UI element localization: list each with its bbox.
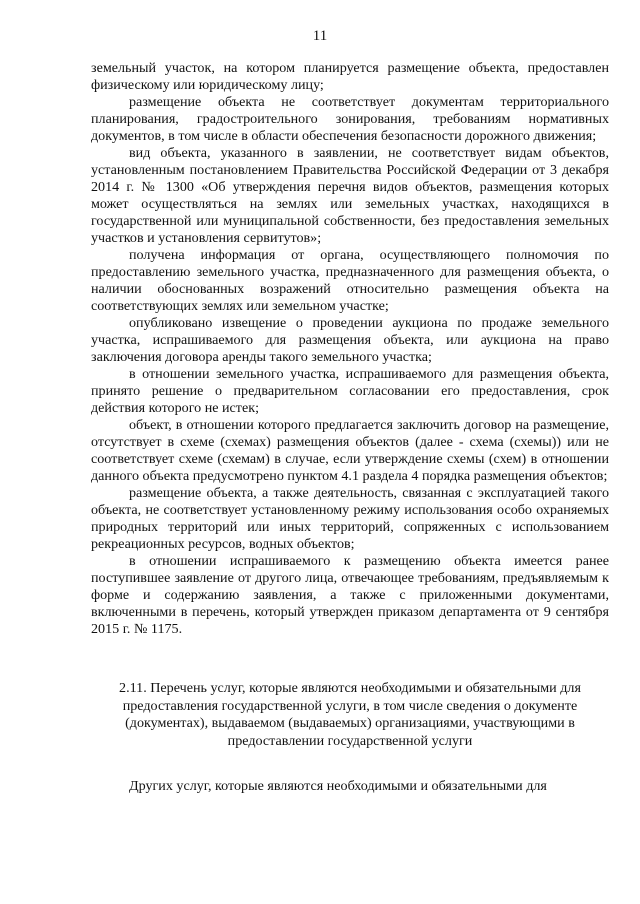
- paragraph-1: земельный участок, на котором планируется размещение объекта, предоставлен физическому или юридическому лицу;: [91, 60, 609, 93]
- section-heading: 2.11. Перечень услуг, которые являются необходимыми и обязательными для предоставления государственной услуги, в том числе сведения о документе (документах), выдаваемом (выдаваемых) организациями, участвующими в предоставлении государственной услуги: [119, 680, 581, 749]
- paragraph-7: объект, в отношении которого предлагается заключить договор на размещение, отсутствует в схеме (схемах) размещения объектов (далее - схема (схемы)) или не соответствует схеме (схемам) в случае, если утверждение схемы (схем) в отношении данного объекта предусмотрено пунктом 4.1 раздела 4 порядка размещения объектов;: [91, 417, 609, 484]
- paragraph-3: вид объекта, указанного в заявлении, не соответствует видам объектов, установленным постановлением Правительства Российской Федерации от 3 декабря 2014 г. № 1300 «Об утверждения перечня видов объектов, размещения которых может осуществляться на землях или земельных участках, находящихся в государственной или муниципальной собственности, без предоставления земельных участков и установления сервитутов»;: [91, 145, 609, 246]
- document-body: [91, 60, 609, 795]
- paragraph-2: размещение объекта не соответствует документам территориального планирования, градостроительного зонирования, требованиям нормативных документов, в том числе в области обеспечения безопасности дорожного движения;: [91, 94, 609, 144]
- paragraph-4: получена информация от органа, осуществляющего полномочия по предоставлению земельного участка, предназначенного для размещения объекта, о наличии обоснованных возражений относительно размещения объекта на соответствующих землях или земельном участке;: [91, 247, 609, 314]
- section-first-line: Других услуг, которые являются необходимыми и обязательными для: [129, 778, 547, 794]
- paragraph-9: в отношении испрашиваемого к размещению объекта имеется ранее поступившее заявление от другого лица, отвечающее требованиям, предъявляемым к форме и содержанию заявления, а также с приложенными документами, включенными в перечень, который утвержден приказом департамента от 9 сентября 2015 г. № 1175.: [91, 553, 609, 637]
- page-number: 11: [312, 28, 328, 44]
- paragraph-5: опубликовано извещение о проведении аукциона по продаже земельного участка, испрашиваемого для размещения объекта, или аукциона на право заключения договора аренды такого земельного участка;: [91, 315, 609, 365]
- paragraph-8: размещение объекта, а также деятельность, связанная с эксплуатацией такого объекта, не соответствует установленному режиму использования особо охраняемых природных территорий или иных территорий, сопряженных с использованием рекреационных ресурсов, водных объектов;: [91, 485, 609, 552]
- paragraph-6: в отношении земельного участка, испрашиваемого для размещения объекта, принято решение о предварительном согласовании его предоставления, срок действия которого не истек;: [91, 366, 609, 416]
